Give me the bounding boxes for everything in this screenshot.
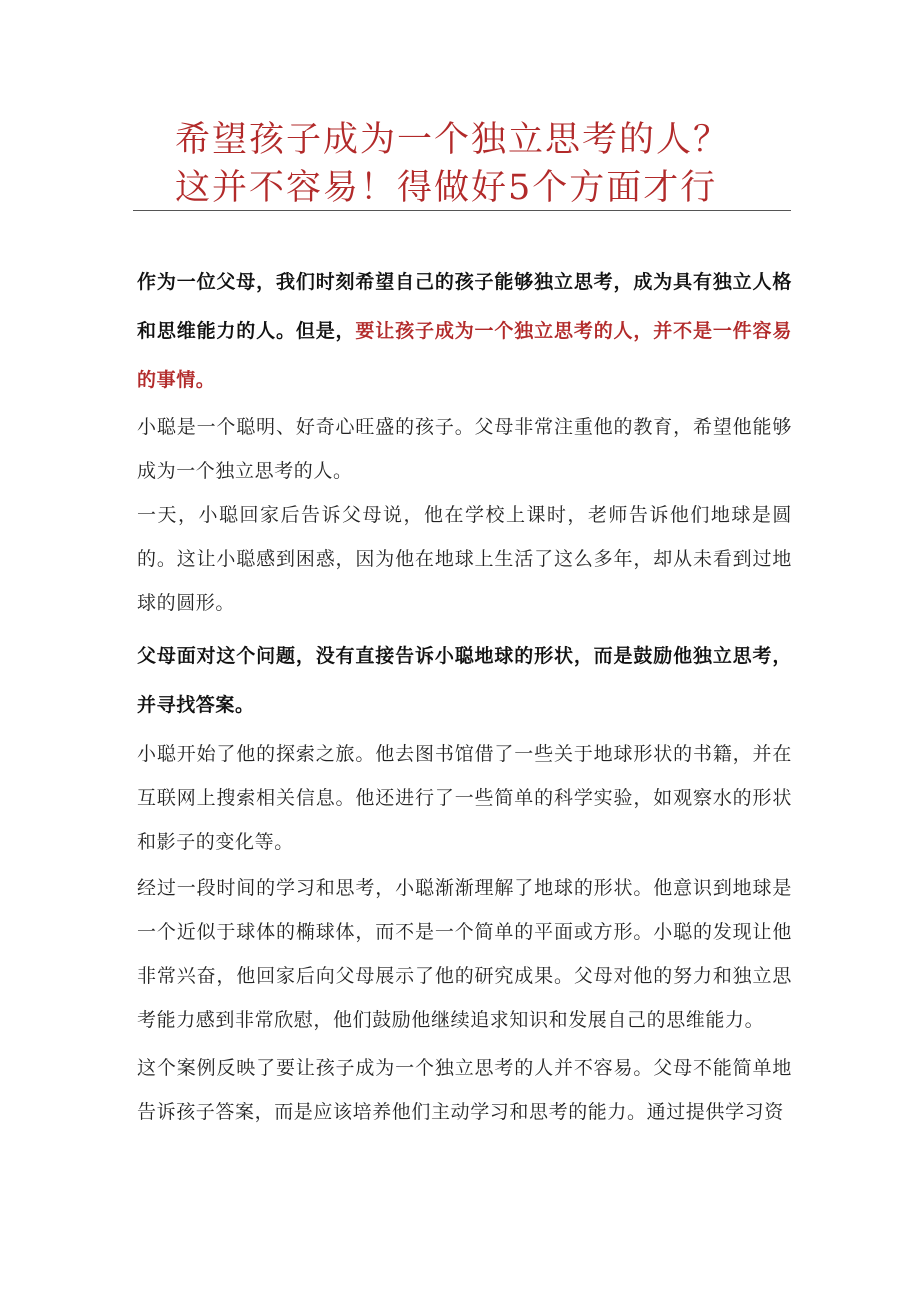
story-paragraph-1: 小聪是一个聪明、好奇心旺盛的孩子。父母非常注重他的教育，希望他能够成为一个独立思考的人。 [137, 416, 792, 482]
story-paragraph-5: 这个案例反映了要让孩子成为一个独立思考的人并不容易。父母不能简单地告诉孩子答案，而是应该培养他们主动学习和思考的能力。通过提供学习资 [137, 1057, 792, 1123]
article-title-line-2: 这并不容易！得做好5个方面才行 [175, 168, 718, 208]
article-body [137, 258, 792, 1134]
article-title-line-1: 希望孩子成为一个独立思考的人？ [175, 120, 731, 160]
story-paragraph-4: 经过一段时间的学习和思考，小聪渐渐理解了地球的形状。他意识到地球是一个近似于球体的椭球体，而不是一个简单的平面或方形。小聪的发现让他非常兴奋，他回家后向父母展示了他的研究成果。父母对他的努力和独立思考能力感到非常欣慰，他们鼓励他继续追求知识和发展自己的思维能力。 [137, 877, 792, 1031]
intro-highlight-text: 要让孩子成为一个独立思考的人，并不是一件容易的事情。 [137, 320, 792, 391]
title-divider [133, 210, 791, 211]
intro-paragraph [137, 258, 792, 405]
highlight-paragraph: 父母面对这个问题，没有直接告诉小聪地球的形状，而是鼓励他独立思考，并寻找答案。 [137, 645, 792, 716]
intro-lead-text: 作为一位父母，我们时刻希望自己的孩子能够独立思考，成为具有独立人格和思维能力的人。但是， [137, 271, 792, 342]
story-paragraph-3: 小聪开始了他的探索之旅。他去图书馆借了一些关于地球形状的书籍，并在互联网上搜索相关信息。他还进行了一些简单的科学实验，如观察水的形状和影子的变化等。 [137, 743, 792, 853]
story-paragraph-2: 一天，小聪回家后告诉父母说，他在学校上课时，老师告诉他们地球是圆的。这让小聪感到困惑，因为他在地球上生活了这么多年，却从未看到过地球的圆形。 [137, 504, 792, 614]
